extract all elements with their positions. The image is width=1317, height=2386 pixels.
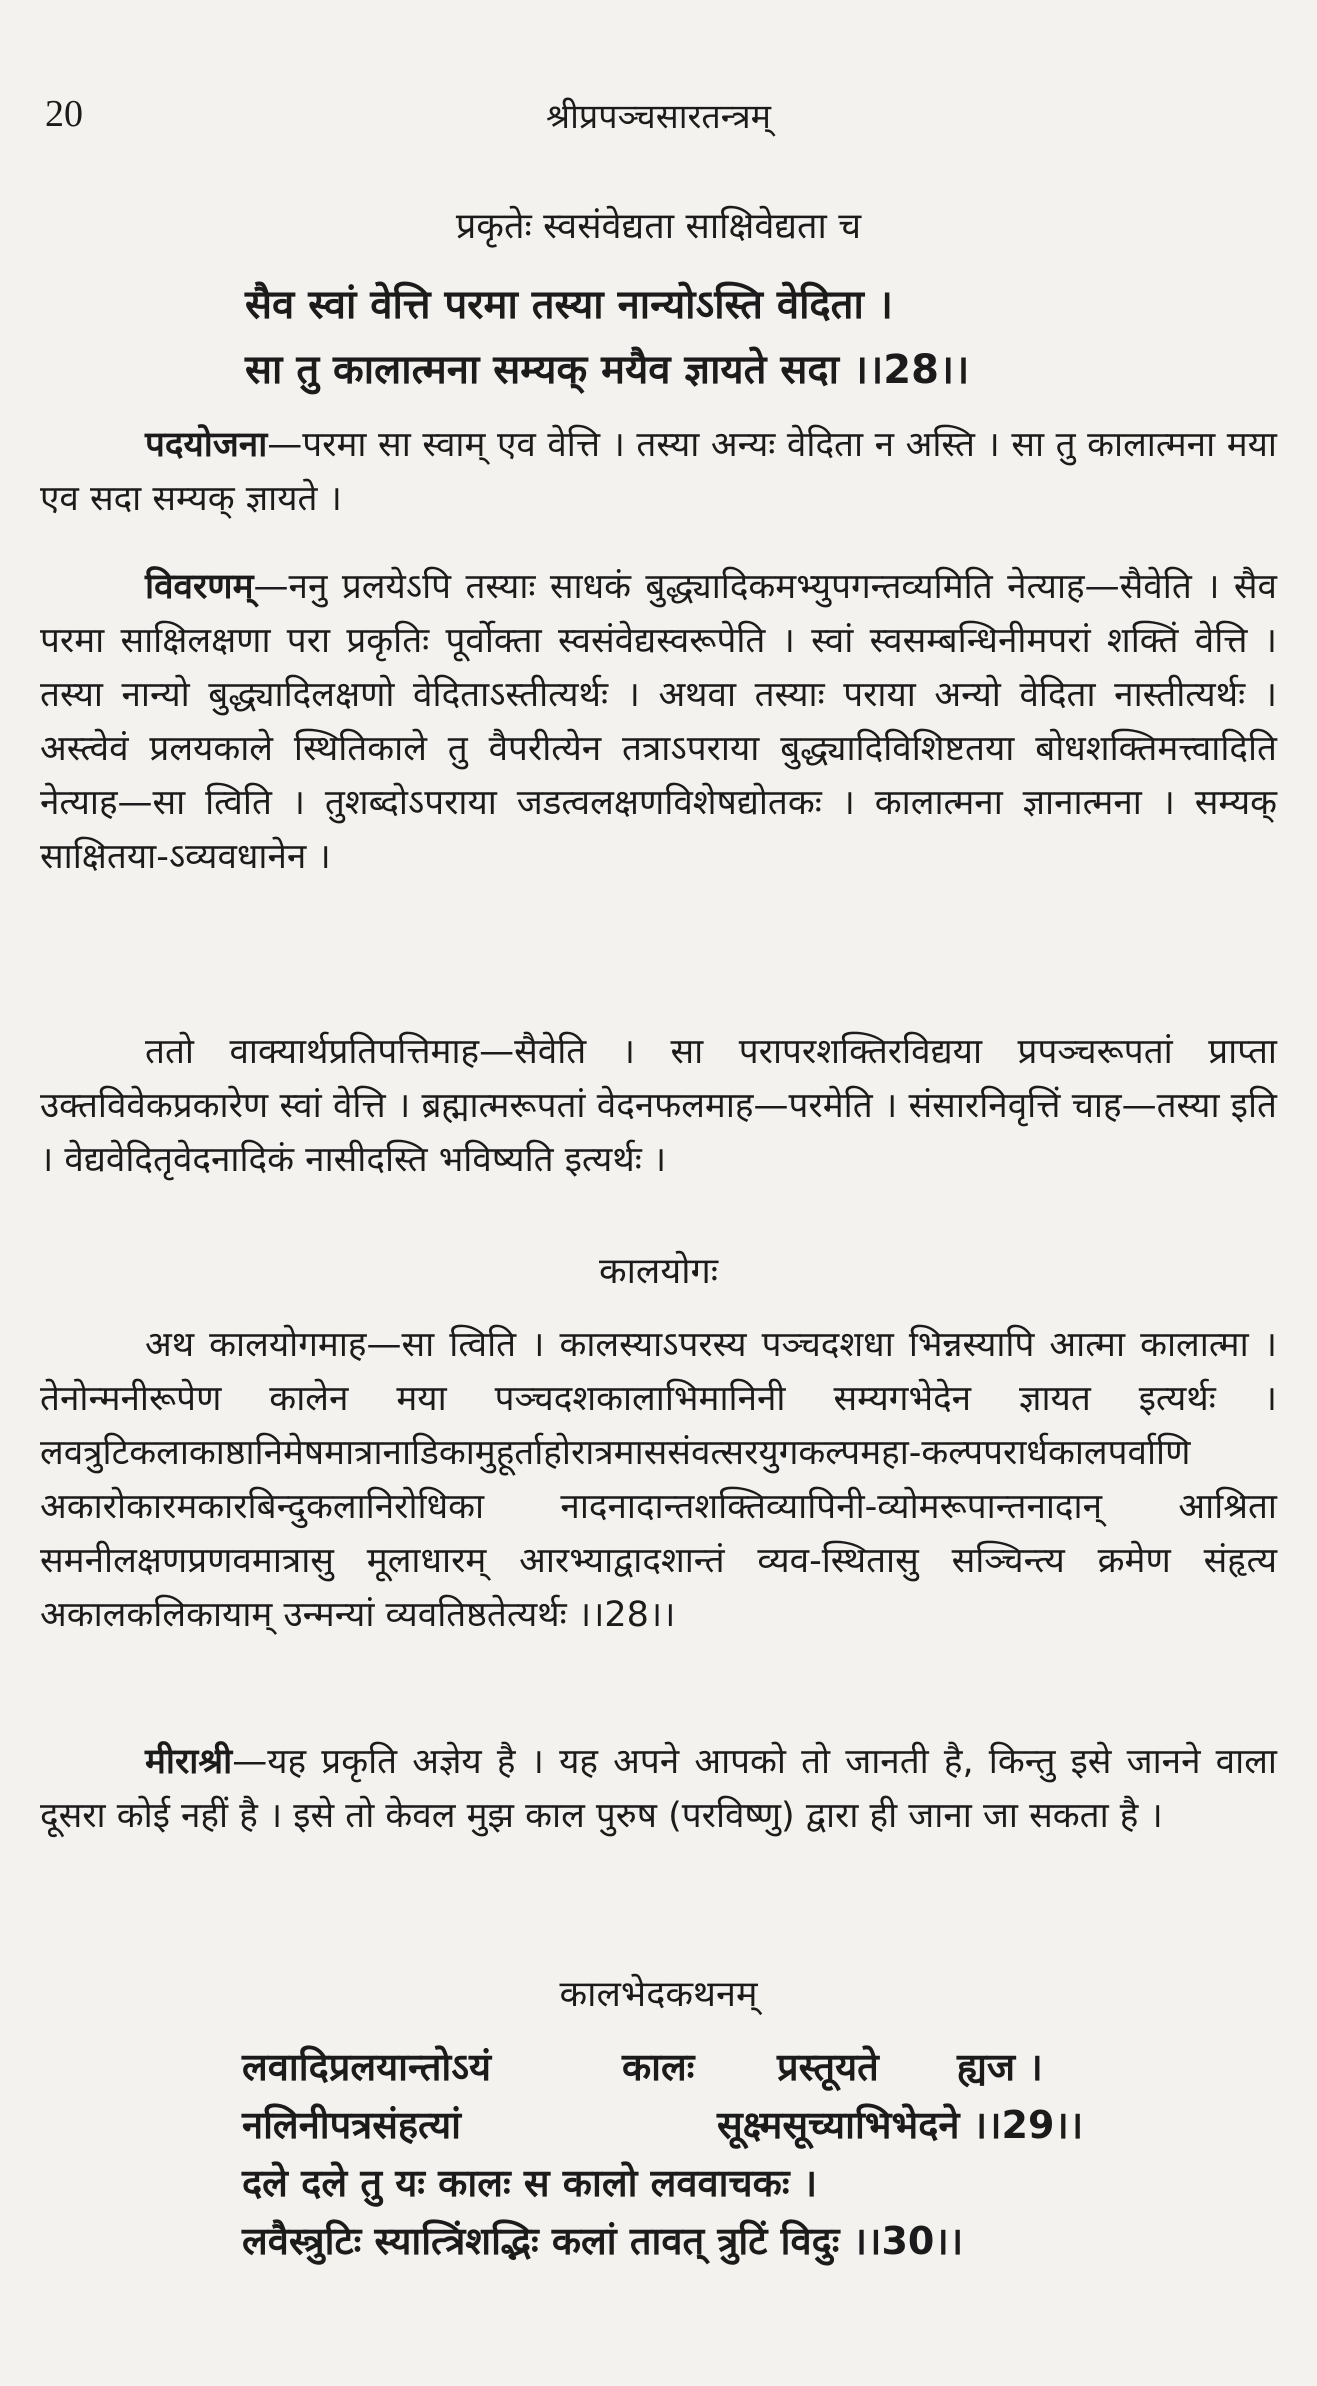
verse-segment: लवादिप्रलयान्तोऽयं — [242, 2045, 492, 2089]
kalayoga-paragraph — [40, 1318, 1277, 1642]
vivaranam-label: विवरणम् — [145, 567, 254, 607]
running-title: श्रीप्रपञ्चसारतन्त्रम् — [546, 97, 771, 137]
verse-row — [242, 2098, 1242, 2156]
verse-segment: नलिनीपत्रसंहत्यां — [242, 2103, 461, 2147]
verse-segment: लवैस्त्रुटिः स्यात्त्रिंशद्भिः कलां तावत् त्रुटिं विदुः ।।30।। — [242, 2219, 964, 2263]
section-heading-kalabheda: कालभेदकथनम् — [559, 1974, 758, 2015]
verse-segment: सूक्ष्मसूच्याभिभेदने ।।29।। — [717, 2103, 1084, 2147]
verse-row — [242, 2156, 1242, 2214]
section-heading-prakriti: प्रकृतेः स्वसंवेद्यता साक्षिवेद्यता च — [455, 206, 862, 247]
vakyartha-paragraph — [40, 1025, 1277, 1187]
miirashri-paragraph — [40, 1735, 1277, 1843]
verse-segment: कालः — [622, 2045, 695, 2089]
verse-row — [242, 2214, 1242, 2272]
kalayoga-text: अथ कालयोगमाह—सा त्विति । कालस्याऽपरस्य पञ्चदशधा भिन्नस्यापि आत्मा कालात्मा । तेनोन्मनीरूपेण कालेन मया पञ्चदशकालाभिमानिनी सम्यगभेदेन ज्ञायत इत्यर्थः । लवत्रुटिकलाकाष्ठानिमेषमात्रानाडिकामुहूर्ताहोरात्रमाससंवत्सरयुगकल्पमहा-कल्पपरार्धकालपर्वाणि अकारोकारमकारबिन्दुकलानिरोधिका नादनादान्तशक्तिव्यापिनी-व्योमरूपान्तनादान् आश्रिता समनीलक्षणप्रणवमात्रासु मूलाधारम् आरभ्याद्वादशान्तं व्यव-स्थितासु सञ्चिन्त्य क्रमेण संहृत्य अकालकलिकायाम् उन्मन्यां व्यवतिष्ठतेत्यर्थः ।।28।। — [40, 1325, 1277, 1635]
miirashri-label: मीराश्री — [145, 1742, 233, 1782]
verse-29-30 — [242, 2040, 1242, 2272]
section-heading-kalayoga: कालयोगः — [598, 1251, 719, 1292]
verse-28-line-1: सैव स्वां वेत्ति परमा तस्या नान्योऽस्ति वेदिता । — [245, 282, 893, 328]
verse-28-line-2: सा तु कालात्मना सम्यक् मयैव ज्ञायते सदा ।।28।। — [245, 347, 970, 393]
vakyartha-text: ततो वाक्यार्थप्रतिपत्तिमाह—सैवेति । सा परापरशक्तिरविद्यया प्रपञ्चरूपतां प्राप्ता उक्तविवेकप्रकारेण स्वां वेत्ति । ब्रह्मात्मरूपतां वेदनफलमाह—परमेति । संसारनिवृत्तिं चाह—तस्या इति । वेद्यवेदितृवेदनादिकं नासीदस्ति भविष्यति इत्यर्थः । — [40, 1032, 1277, 1180]
verse-row — [242, 2040, 1242, 2098]
page-header — [45, 92, 1272, 152]
padayojana-label: पदयोजना — [145, 425, 268, 465]
verse-segment: दले दले तु यः कालः स कालो लववाचकः । — [242, 2161, 818, 2205]
vivaranam-text: —ननु प्रलयेऽपि तस्याः साधकं बुद्ध्यादिकमभ्युपगन्तव्यमिति नेत्याह—सैवेति । सैव परमा साक्षिलक्षणा परा प्रकृतिः पूर्वोक्ता स्वसंवेद्यस्वरूपेति । स्वां स्वसम्बन्धिनीमपरां शक्तिं वेत्ति । तस्या नान्यो बुद्ध्यादिलक्षणो वेदिताऽस्तीत्यर्थः । अथवा तस्याः पराया अन्यो वेदिता नास्तीत्यर्थः । अस्त्वेवं प्रलयकाले स्थितिकाले तु वैपरीत्येन तत्राऽपराया बुद्ध्यादिविशिष्टतया बोधशक्तिमत्त्वादिति नेत्याह—सा त्विति । तुशब्दोऽपराया जडत्वलक्षणविशेषद्योतकः । कालात्मना ज्ञानात्मना । सम्यक् साक्षितया-ऽव्यवधानेन । — [40, 567, 1277, 877]
verse-segment: प्रस्तूयते — [777, 2045, 879, 2089]
miirashri-text: —यह प्रकृति अज्ञेय है । यह अपने आपको तो जानती है, किन्तु इसे जानने वाला दूसरा कोई नहीं है । इसे तो केवल मुझ काल पुरुष (परविष्णु) द्वारा ही जाना जा सकता है । — [40, 1742, 1277, 1836]
vivaranam-paragraph — [40, 560, 1277, 884]
page-number: 20 — [45, 93, 83, 135]
padayojana-text: —परमा सा स्वाम् एव वेत्ति । तस्या अन्यः वेदिता न अस्ति । सा तु कालात्मना मया एव सदा सम्यक् ज्ञायते । — [40, 425, 1277, 519]
padayojana-paragraph — [40, 418, 1277, 526]
verse-segment: ह्यज । — [957, 2045, 1043, 2089]
